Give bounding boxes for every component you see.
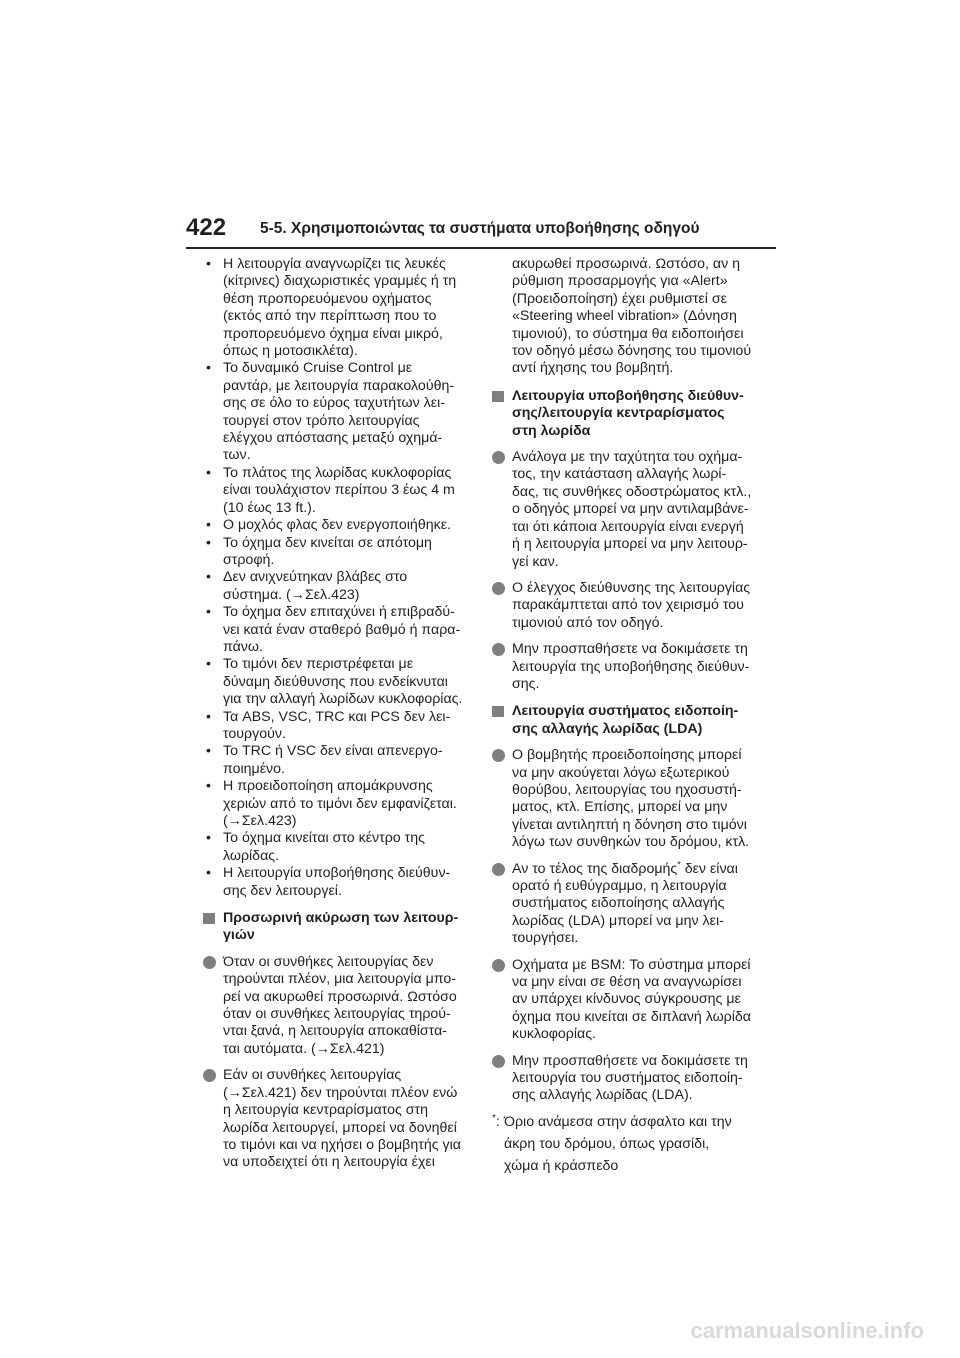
square-bullet-icon	[203, 913, 215, 924]
text-line: όταν οι συνθήκες λειτουργίας τηρού-	[223, 1006, 451, 1023]
text-line: νει κατά έναν σταθερό βαθμό ή παρα-	[223, 621, 461, 638]
watermark: carmanualsonline.info	[690, 1318, 924, 1343]
circle-bullet-icon	[492, 643, 505, 656]
text-line: για την αλλαγή λωρίδων κυκλοφορίας.	[223, 691, 463, 708]
text-line: ται αυτόματα. (→Σελ.421)	[223, 1040, 385, 1057]
text-line: τηρούνται πλέον, μια λειτουργία μπο-	[223, 971, 457, 988]
text-line: τουργούν.	[223, 725, 286, 742]
text-line: Οχήματα με BSM: Το σύστημα μπορεί	[512, 956, 751, 973]
text-line: το τιμόνι και να ηχήσει ο βομβητής για	[223, 1136, 461, 1153]
text-line: τιμονιού), το σύστημα θα ειδοποιήσει	[512, 325, 744, 342]
text-line: προπορευόμενο όχημα είναι μικρό,	[223, 325, 443, 342]
paragraph-continued	[492, 256, 778, 378]
square-bullet-icon	[492, 391, 504, 402]
text-line: παρακάμπτεται από τον χειρισμό του	[512, 597, 744, 614]
circle-bullet-icon	[492, 749, 505, 762]
text-line: ακυρωθεί προσωρινά. Ωστόσο, αν η	[512, 256, 741, 272]
circle-bullet-icon	[492, 1055, 505, 1068]
square-bullet-icon	[492, 706, 504, 717]
text-line: λωρίδας.	[223, 847, 280, 864]
text-line: τος, την κατάσταση αλλαγής λωρί-	[512, 466, 727, 483]
text-line: Το όχημα δεν επιταχύνει ή επιβραδύ-	[223, 604, 455, 621]
list-item	[203, 778, 477, 830]
list-item	[203, 743, 477, 778]
list-item	[203, 604, 477, 656]
paragraph-do-not-test-steering	[492, 641, 778, 693]
list-item	[203, 517, 477, 534]
heading-line: σης/λειτουργία κεντραρίσματος	[512, 405, 725, 422]
text-line: λειτουργία του συστήματος ειδοποίη-	[512, 1070, 743, 1087]
paragraph-road-edge	[492, 858, 778, 948]
text-line: Όταν οι συνθήκες λειτουργίας δεν	[223, 953, 434, 970]
text-line: να υποδειχτεί ότι η λειτουργία έχει	[223, 1154, 435, 1171]
text-line: (→Σελ.421) δεν τηρούνται πλέον ενώ	[223, 1084, 458, 1101]
right-column	[492, 256, 778, 1177]
list-item	[203, 865, 477, 900]
bullet-dot-icon: •	[206, 830, 211, 847]
text-line: ο οδηγός μπορεί να μην αντιλαμβάνε-	[512, 501, 749, 518]
paragraph-bsm	[492, 957, 778, 1044]
text-line: στροφή.	[223, 551, 275, 568]
bullet-dot-icon: •	[206, 360, 211, 377]
text-line: (Προειδοποίηση) έχει ρυθμιστεί σε	[512, 290, 727, 307]
text-line: Η λειτουργία υποβοήθησης διεύθυν-	[223, 865, 451, 882]
text-line: ρύθμιση προσαρμογής για «Alert»	[512, 273, 728, 290]
text-line: η λειτουργία κεντραρίσματος στη	[223, 1102, 428, 1119]
text-line: νται ξανά, η λειτουργία αποκαθίστα-	[223, 1023, 447, 1040]
text-line: Δεν ανιχνεύτηκαν βλάβες στο	[223, 569, 408, 586]
text-line: σύστημα. (→Σελ.423)	[223, 586, 360, 603]
text-line: Τα ABS, VSC, TRC και PCS δεν λει-	[223, 708, 451, 725]
text-line: Η λειτουργία αναγνωρίζει τις λευκές	[223, 256, 446, 272]
text-line: δύναμη διεύθυνσης που ενδείκνυται	[223, 673, 448, 690]
text-line: ται ότι κάποια λειτουργία είναι ενεργή	[512, 518, 744, 535]
text-line: (κίτρινες) διαχωριστικές γραμμές ή τη	[223, 273, 457, 290]
heading-line: Προσωρινή ακύρωση των λειτουρ-	[223, 910, 459, 927]
bullet-dot-icon: •	[206, 604, 211, 621]
text-line: λόγω των συνθηκών του δρόμου, κτλ.	[512, 834, 750, 851]
paragraph-speed-conditions	[492, 449, 778, 571]
text-line: ή η λειτουργία μπορεί να μην λειτουρ-	[512, 536, 748, 553]
text-line: τιμονιού από τον οδηγό.	[512, 614, 664, 631]
text-line: αντί ήχησης του βομβητή.	[512, 360, 674, 377]
list-item	[203, 656, 477, 708]
header-divider	[186, 247, 776, 249]
text-line: τουργήσει.	[512, 930, 579, 947]
list-item	[203, 465, 477, 517]
page-number: 422	[186, 214, 227, 241]
text-line: Μην προσπαθήσετε να δοκιμάσετε τη	[512, 641, 748, 658]
bullet-dot-icon: •	[206, 569, 211, 586]
text-line: Το όχημα κινείται στο κέντρο της	[223, 830, 425, 847]
bullet-dot-icon: •	[206, 865, 211, 882]
text-line: Ο βομβητής προειδοποίησης μπορεί	[512, 747, 742, 764]
text-line: Αν το τέλος της διαδρομής* δεν είναι	[512, 858, 738, 877]
bullet-dot-icon: •	[206, 778, 211, 795]
text-line: Ο μοχλός φλας δεν ενεργοποιήθηκε.	[223, 517, 451, 534]
heading-line: σης αλλαγής λωρίδας (LDA)	[512, 720, 703, 737]
heading-line: Λειτουργία υποβοήθησης διεύθυν-	[512, 387, 744, 404]
text-line: σης δεν λειτουργεί.	[223, 882, 342, 899]
text-line: Μην προσπαθήσετε να δοκιμάσετε τη	[512, 1052, 748, 1069]
text-line: να μην ακούγεται λόγω εξωτερικού	[512, 764, 730, 781]
text-line: λωρίδας (LDA) μπορεί να μην λει-	[512, 912, 724, 929]
text-line: (εκτός από την περίπτωση που το	[223, 308, 437, 325]
text-line: αν υπάρχει κίνδυνος σύγκρουσης με	[512, 991, 741, 1008]
text-line: τον οδηγό μέσω δόνησης του τιμονιού	[512, 343, 752, 360]
text-line: άκρη του δρόμου, όπως γρασίδι,	[504, 1135, 710, 1152]
heading-line: στη λωρίδα	[512, 422, 591, 439]
text-line: είναι τουλάχιστον περίπου 3 έως 4 m	[223, 482, 455, 499]
text-line: Το TRC ή VSC δεν είναι απενεργο-	[223, 743, 443, 760]
footnote-reference: *	[677, 858, 681, 869]
section-title: 5-5. Χρησιμοποιώντας τα συστήματα υποβοήθησης οδηγού	[260, 220, 700, 237]
paragraph-lane-centering-cancel	[203, 1067, 477, 1171]
list-item	[203, 569, 477, 604]
text-line: ελέγχου απόστασης μεταξύ οχημά-	[223, 430, 443, 447]
bullet-dot-icon: •	[206, 534, 211, 551]
text-line: ποιημένο.	[223, 760, 285, 777]
text-line: ορατό ή ευθύγραμμο, η λειτουργία	[512, 878, 727, 894]
circle-bullet-icon	[492, 582, 505, 595]
paragraph-do-not-test-lda	[492, 1053, 778, 1105]
heading-lda	[492, 703, 778, 738]
bullet-dot-icon: •	[206, 256, 211, 272]
circle-bullet-icon	[492, 959, 505, 972]
text-line: τουργεί στον τρόπο λειτουργίας	[223, 412, 420, 429]
text-line: Το τιμόνι δεν περιστρέφεται με	[223, 656, 414, 673]
list-item	[203, 360, 477, 464]
circle-bullet-icon	[492, 863, 505, 876]
text-line: σης.	[512, 675, 540, 692]
text-line: (→Σελ.423)	[223, 813, 297, 829]
text-line: Η προειδοποίηση απομάκρυνσης	[223, 778, 433, 795]
heading-steering-assist	[492, 388, 778, 440]
text-line: συστήματος ειδοποίησης αλλαγής	[512, 895, 725, 912]
text-line: κυκλοφορίας.	[512, 1026, 597, 1043]
text-line: χεριών από το τιμόνι δεν εμφανίζεται.	[223, 795, 457, 812]
text-line: ματος, κτλ. Επίσης, μπορεί να μην	[512, 799, 728, 816]
text-line: (10 έως 13 ft.).	[223, 499, 316, 516]
circle-bullet-icon	[203, 956, 216, 969]
heading-line: γιών	[223, 927, 255, 944]
text-line: να μην είναι σε θέση να αναγνωρίσει	[512, 974, 742, 991]
footnote	[492, 1111, 778, 1177]
text-line: Το δυναμικό Cruise Control με	[223, 360, 413, 377]
text-line: Εάν οι συνθήκες λειτουργίας	[223, 1067, 402, 1084]
text-line: θορύβου, λειτουργίας του ηχοσυστή-	[512, 781, 742, 798]
text-line: των.	[223, 447, 251, 464]
text-line: Όριο ανάμεσα στην άσφαλτο και την	[504, 1113, 732, 1130]
condition-list	[203, 256, 477, 900]
text-line: λωρίδα λειτουργεί, μπορεί να δονηθεί	[223, 1119, 457, 1136]
paragraph-override	[492, 580, 778, 632]
bullet-dot-icon: •	[206, 517, 211, 534]
paragraph-buzzer	[492, 747, 778, 851]
text-line: σης σε όλο το εύρος ταχυτήτων λει-	[223, 395, 445, 412]
text-line: Ανάλογα με την ταχύτητα του οχήμα-	[512, 449, 743, 466]
bullet-dot-icon: •	[206, 708, 211, 725]
text-line: σης αλλαγής λωρίδας (LDA).	[512, 1087, 693, 1104]
text-line: όπως η μοτοσικλέτα).	[223, 343, 358, 360]
footnote-marker: *:	[492, 1112, 500, 1130]
list-item	[203, 256, 477, 360]
circle-bullet-icon	[203, 1069, 216, 1082]
text-line: ραντάρ, με λειτουργία παρακολούθη-	[223, 377, 455, 394]
list-item	[203, 535, 477, 570]
heading-line: Λειτουργία συστήματος ειδοποίη-	[512, 703, 739, 720]
text-line: γεί καν.	[512, 553, 559, 570]
text-line: Το όχημα δεν κινείται σε απότομη	[223, 534, 432, 551]
list-item	[203, 709, 477, 744]
circle-bullet-icon	[492, 451, 505, 464]
bullet-dot-icon: •	[206, 464, 211, 481]
bullet-dot-icon: •	[206, 656, 211, 673]
heading-temporary-cancel	[203, 910, 477, 945]
text-line: χώμα ή κράσπεδο	[504, 1157, 619, 1174]
text-line: δας, τις συνθήκες οδοστρώματος κτλ.,	[512, 483, 752, 500]
page-header	[0, 212, 960, 248]
text-line: Ο έλεγχος διεύθυνσης της λειτουργίας	[512, 579, 751, 596]
text-line: όχημα που κινείται σε διπλανή λωρίδα	[512, 1008, 752, 1025]
bullet-dot-icon: •	[206, 743, 211, 760]
text-line: θέση προπορευόμενου οχήματος	[223, 290, 432, 307]
text-line: Το πλάτος της λωρίδας κυκλοφορίας	[223, 464, 452, 481]
text-line: «Steering wheel vibration» (Δόνηση	[512, 308, 737, 325]
left-column	[203, 256, 477, 1172]
text-line: λειτουργία της υποβοήθησης διεύθυν-	[512, 658, 750, 675]
paragraph-temporary-cancel	[203, 954, 477, 1058]
text-line: γίνεται αντιληπτή η δόνηση στο τιμόνι	[512, 816, 747, 833]
text-line: πάνω.	[223, 638, 263, 655]
list-item	[203, 830, 477, 865]
text-line: ρεί να ακυρωθεί προσωρινά. Ωστόσο	[223, 988, 457, 1005]
